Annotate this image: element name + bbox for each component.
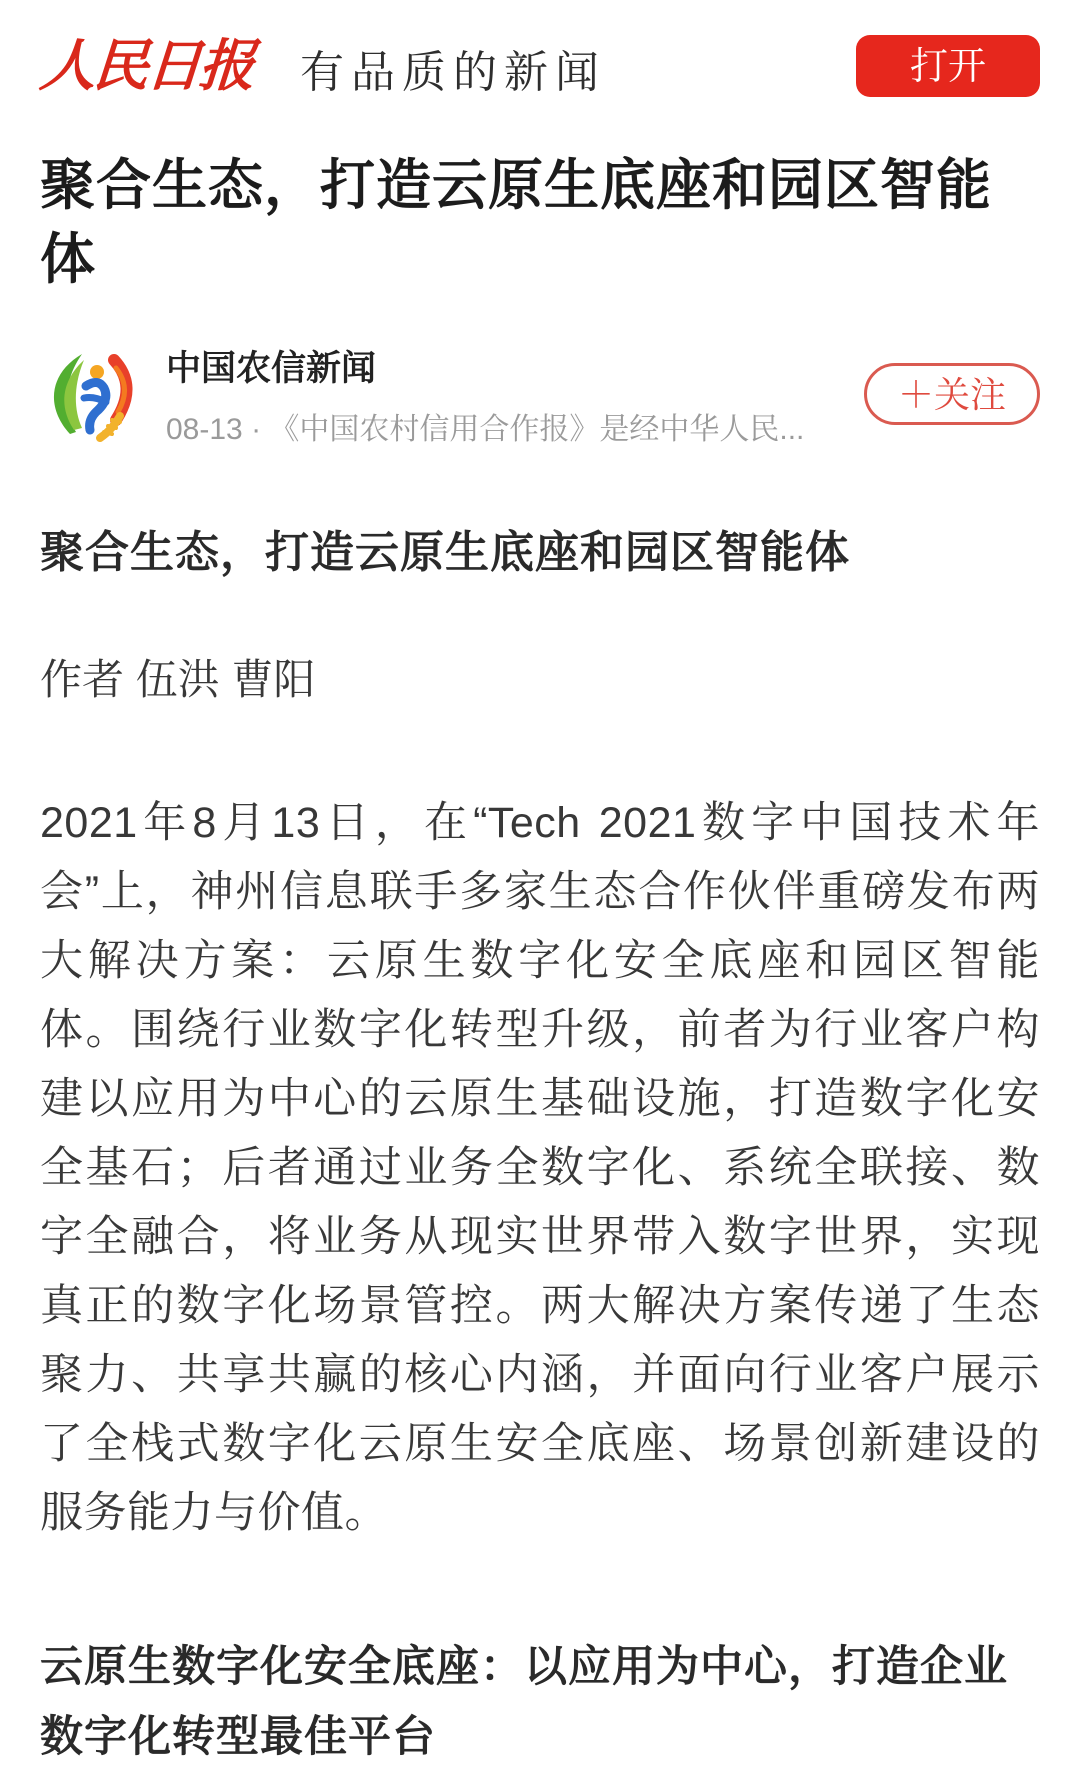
page-title: 聚合生态，打造云原生底座和园区智能体 [40, 148, 1040, 297]
publisher-logo-icon[interactable] [40, 346, 142, 442]
article-heading: 聚合生态，打造云原生底座和园区智能体 [40, 522, 1040, 584]
article-body [40, 522, 1040, 1772]
article-section-heading: 云原生数字化安全底座：以应用为中心，打造企业数字化转型最佳平台 [40, 1632, 1040, 1772]
publisher-card [40, 341, 1040, 448]
publisher-name[interactable]: 中国农信新闻 [166, 341, 844, 391]
app-banner [0, 0, 1080, 102]
publisher-meta: 08-13 · 《中国农村信用合作报》是经中华人民... [166, 404, 844, 448]
publisher-info [166, 341, 844, 448]
article-paragraph: 2021年8月13日，在“Tech 2021数字中国技术年会”上，神州信息联手多家生态合作伙伴重磅发布两大解决方案：云原生数字化安全底座和园区智能体。围绕行业数字化转型升级，前者为行业客户构建以应用为中心的云原生基础设施，打造数字化安全基石；后者通过业务全数字化、系统全联接、数字全融合，将业务从现实世界带入数字世界，实现真正的数字化场景管控。两大解决方案传递了生态聚力、共享共赢的核心内涵，并面向行业客户展示了全栈式数字化云原生安全底座、场景创新建设的服务能力与价值。 [40, 789, 1040, 1548]
peoples-daily-logo: 人民日报 [38, 34, 254, 98]
article-byline: 作者 伍洪 曹阳 [40, 647, 1040, 707]
banner-tagline: 有品质的新闻 [300, 32, 606, 100]
open-app-button[interactable]: 打开 [856, 35, 1040, 97]
follow-button[interactable]: ＋关注 [864, 363, 1040, 425]
